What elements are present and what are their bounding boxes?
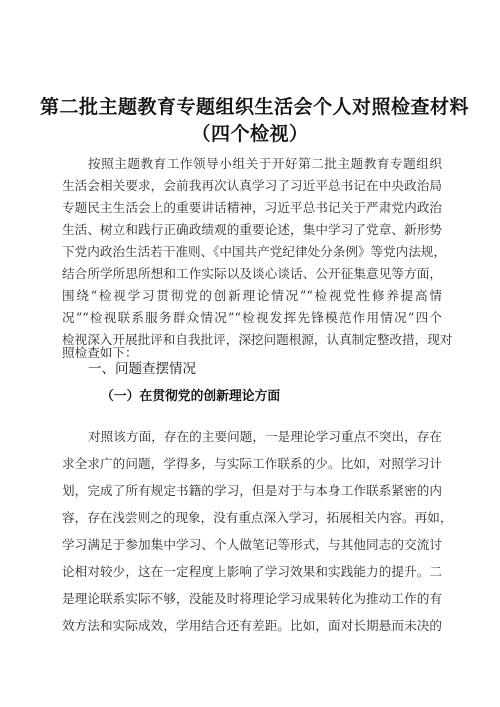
body-line: 效方法和实际成效，学用结合还有差距。比如，面对长期悬而未决的: [62, 618, 442, 633]
body-line: 容，存在浅尝则之的现象，没有重点深入学习，拓展相关内容。再如，: [62, 510, 453, 525]
intro-line: 况”“检视联系服务群众情况”“检视发挥先锋模范作用情况”四个: [62, 310, 442, 325]
intro-line: 生活会相关要求，会前我再次认真学习了习近平总书记在中央政治局: [62, 178, 442, 193]
intro-line: 照检查如下：: [62, 345, 138, 360]
body-line: 是理论联系实际不够，没能及时将理论学习成果转化为推动工作的有: [62, 591, 442, 606]
document-subtitle: （四个检视）: [191, 123, 309, 145]
intro-line: 生活、树立和践行正确政绩观的重要论述，集中学习了党章、新形势: [62, 222, 442, 237]
body-line: 划，完成了所有规定书籍的学习，但是对于与本身工作联系紧密的内: [62, 483, 442, 498]
section-heading: 一、问题查摆情况: [88, 361, 196, 377]
intro-line: 专题民主生活会上的重要讲话精神，习近平总书记关于严肃党内政治: [62, 200, 442, 215]
intro-line: 结合所学所思所想和工作实际以及谈心谈话、公开征集意见等方面，: [62, 266, 442, 281]
body-line: 对照该方面，存在的主要问题，一是理论学习重点不突出，存在: [88, 429, 442, 444]
body-line: 求全求广的问题，学得多，与实际工作联系的少。比如，对照学习计: [62, 456, 442, 471]
intro-line: 下党内政治生活若干准则、《中国共产党纪律处分条例》等党内法规，: [62, 244, 447, 259]
intro-line: 检视深入开展批评和自我批评，深挖问题根源，认真制定整改措，现对: [62, 332, 453, 347]
subsection-heading: （一）在贯彻党的创新理论方面: [101, 389, 281, 404]
intro-line: 围绕“检视学习贯彻党的创新理论情况”“检视党性修养提高情: [62, 288, 442, 303]
intro-line: 按照主题教育工作领导小组关于开好第二批主题教育专题组织: [88, 156, 442, 171]
body-line: 学习满足于参加集中学习、个人做笔记等形式，与其他同志的交流讨: [62, 537, 442, 552]
document-title: 第二批主题教育专题组织生活会个人对照检查材料: [40, 96, 470, 118]
body-line: 论相对较少，这在一定程度上影响了学习效果和实践能力的提升。二: [62, 564, 442, 579]
